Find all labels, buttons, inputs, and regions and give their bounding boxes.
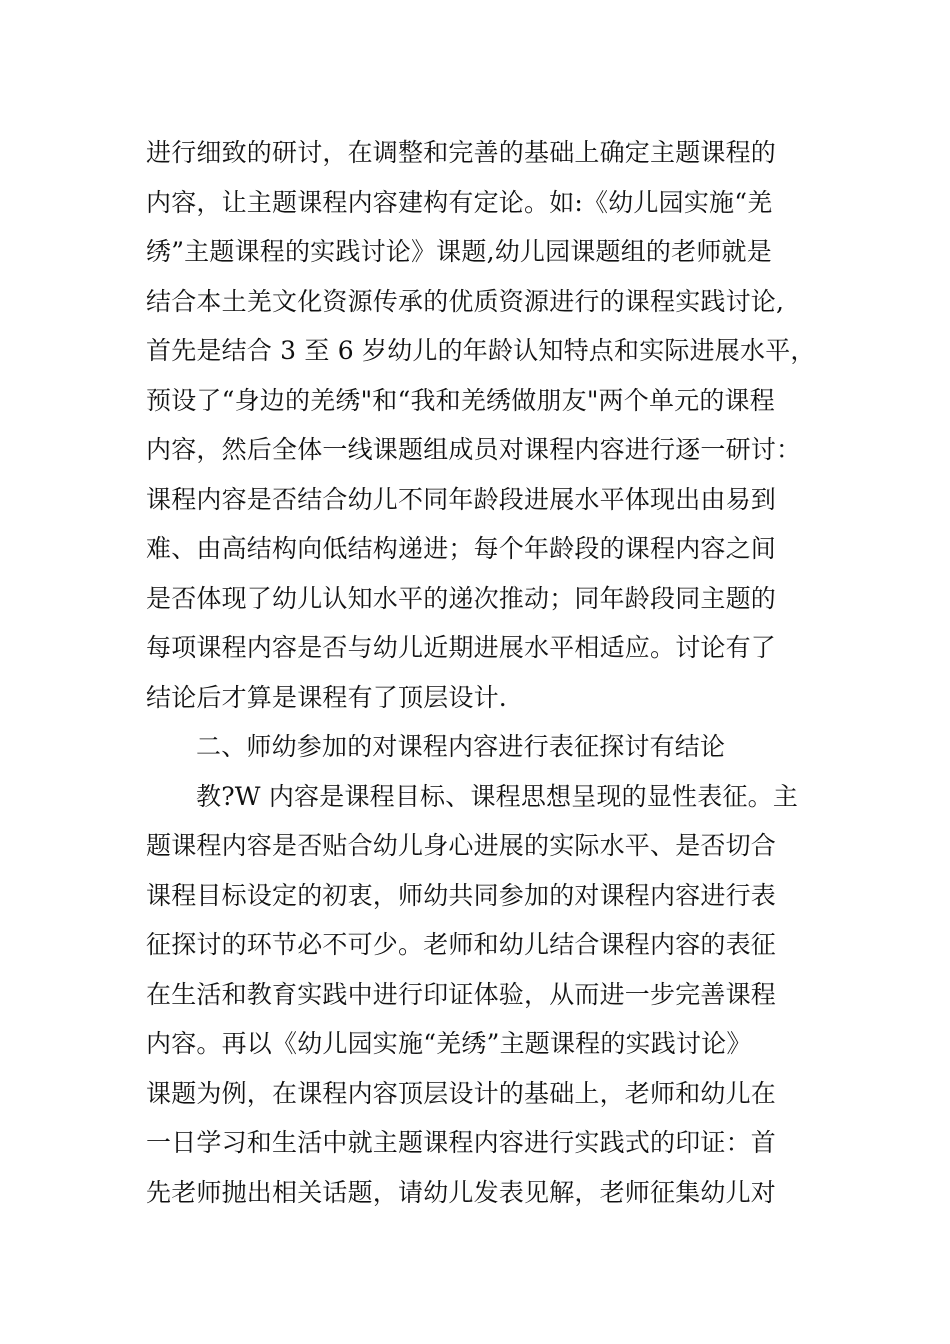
text-line: 在生活和教育实践中进行印证体验，从而进一步完善课程 [146,979,777,1009]
text-line: 课程目标设定的初衷，师幼共同参加的对课程内容进行表 [146,880,777,910]
text-line: 预设了“身边的羌绣"和“我和羌绣做朋友"两个单元的课程 [146,385,775,415]
paragraph-first-line: 教?W 内容是课程目标、课程思想呈现的显性表征。主 [196,781,799,811]
text-line: 绣”主题课程的实践讨论》课题,幼儿园课题组的老师就是 [146,237,772,266]
text-line: 课题为例，在课程内容顶层设计的基础上，老师和幼儿在 [146,1078,777,1108]
text-line: 征探讨的环节必不可少。老师和幼儿结合课程内容的表征 [146,930,777,959]
text-line: 内容，然后全体一线课题组成员对课程内容进行逐一研讨： [146,435,802,464]
text-line: 结论后才算是课程有了顶层设计. [146,682,507,712]
text-line: 每项课程内容是否与幼儿近期进展水平相适应。讨论有了 [146,633,777,662]
body-text [146,128,816,1217]
text-line: 先老师抛出相关话题，请幼儿发表见解，老师征集幼儿对 [146,1177,777,1207]
text-line: 题课程内容是否贴合幼儿身心进展的实际水平、是否切合 [146,831,777,860]
text-line: 首先是结合 3 至 6 岁幼儿的年龄认知特点和实际进展水平， [146,336,816,365]
text-line: 课程内容是否结合幼儿不同年龄段进展水平体现出由易到 [146,484,777,514]
text-line: 内容。再以《幼儿园实施“羌绣”主题课程的实践讨论》 [146,1029,752,1058]
text-line: 一日学习和生活中就主题课程内容进行实践式的印证：首 [146,1128,777,1157]
text-line: 结合本土羌文化资源传承的优质资源进行的课程实践讨论, [146,286,785,316]
text-line: 是否体现了幼儿认知水平的递次推动；同年龄段同主题的 [146,583,777,613]
text-line: 难、由高结构向低结构递进；每个年龄段的课程内容之间 [146,534,777,563]
text-line: 内容，让主题课程内容建构有定论。如:《幼儿园实施“羌 [146,187,773,217]
text-line: 进行细致的研讨，在调整和完善的基础上确定主题课程的 [146,138,777,167]
section-heading: 二、师幼参加的对课程内容进行表征探讨有结论 [196,732,726,761]
